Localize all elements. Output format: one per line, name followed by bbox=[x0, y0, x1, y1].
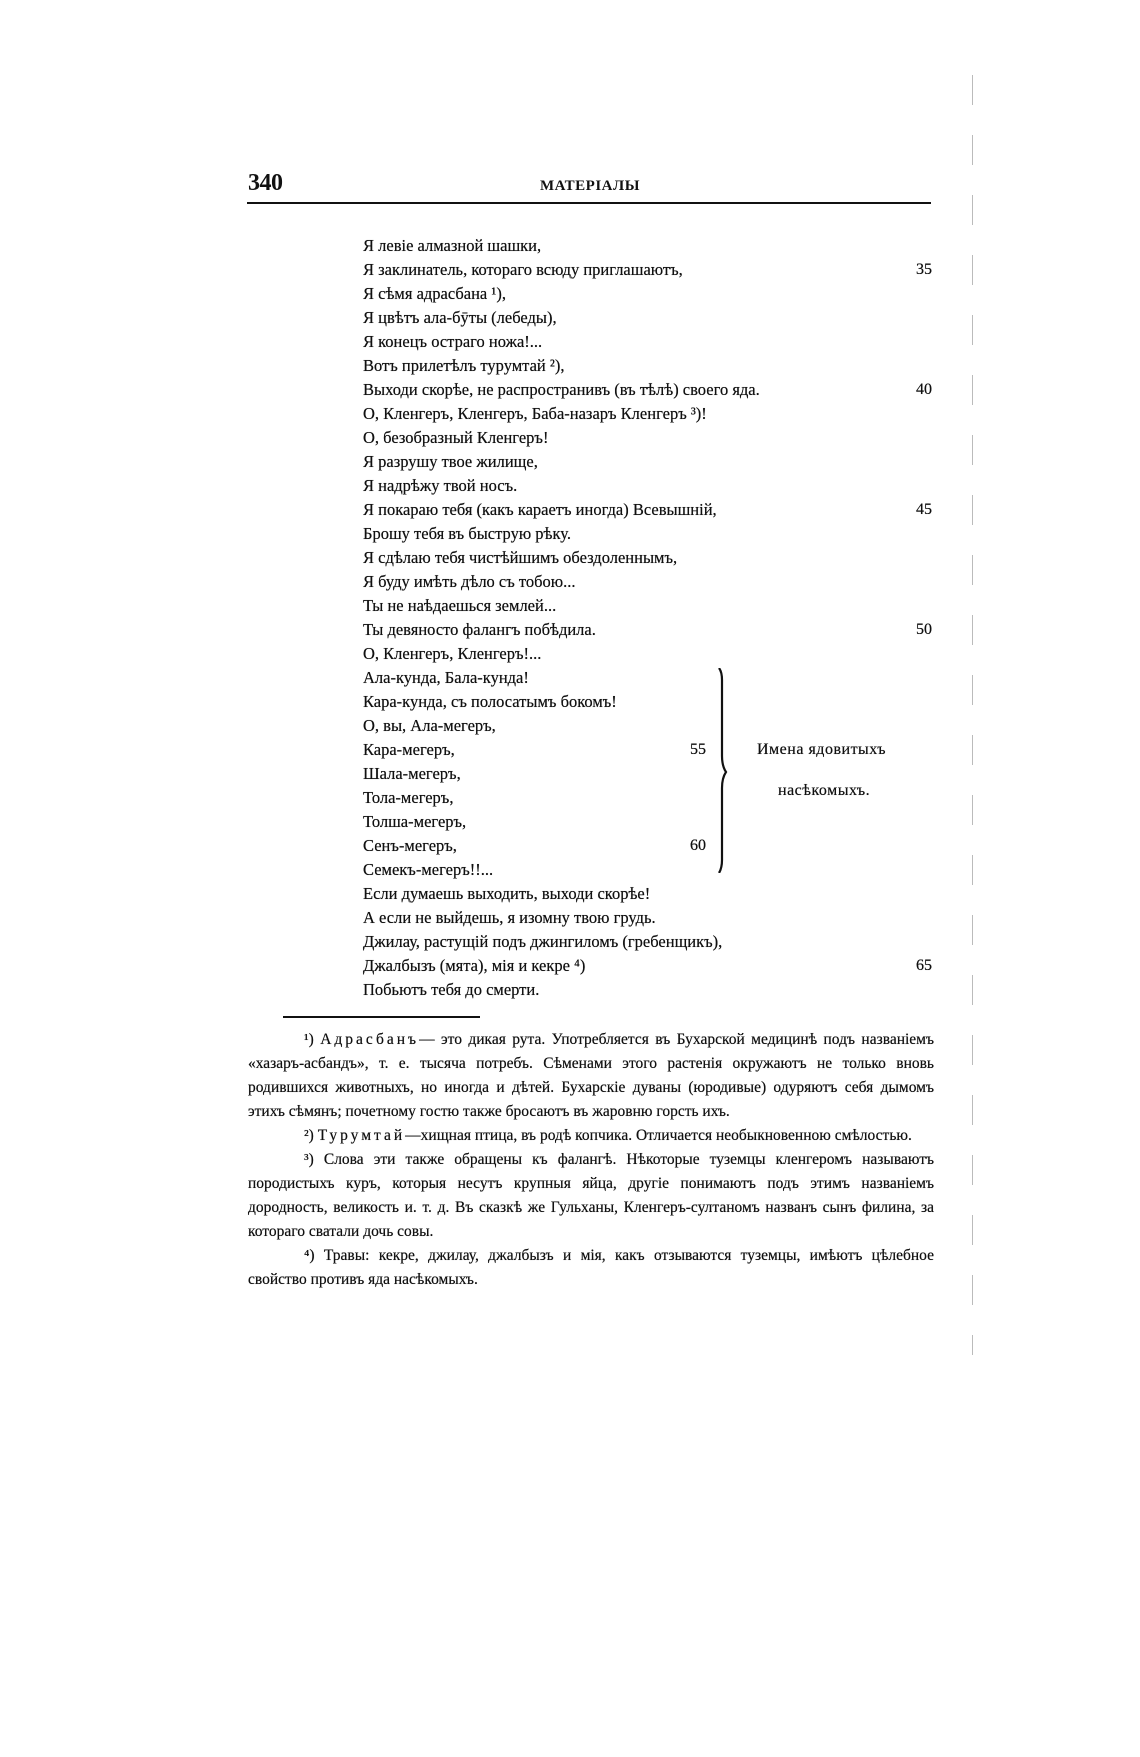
poem-line-text: Я буду имѣть дѣло съ тобою... bbox=[363, 572, 576, 591]
footnote-text: Травы: кекре, джилау, джалбызъ и мія, какъ отзываются туземцы, имѣютъ цѣлебное свойство противъ яда насѣкомыхъ. bbox=[248, 1247, 934, 1288]
poem-line bbox=[363, 594, 943, 618]
poem-line bbox=[363, 882, 943, 906]
poem-line-text: Если думаешь выходить, выходи скорѣе! bbox=[363, 884, 651, 903]
poem-line-text: Побьютъ тебя до смерти. bbox=[363, 980, 540, 999]
poem-line bbox=[363, 258, 943, 282]
poem-line bbox=[363, 354, 943, 378]
poem-line-text: Ты не наѣдаешься землей... bbox=[363, 596, 557, 615]
poem-line bbox=[363, 930, 943, 954]
poem-line bbox=[363, 666, 943, 690]
poem-line-text: Сенъ-мегеръ, bbox=[363, 836, 457, 855]
footnote-text: — это дикая рута. Употребляется въ Бухарской медицинѣ подъ названіемъ «хазаръ-асбандъ», т. е. тысяча потребъ. Сѣменами этого растенія окружаютъ не только вновь родившихся животныхъ, но иногда и дѣтей. Бухарскіе дуваны (юродивые) одуряютъ себя дымомъ этихъ сѣмянъ; почетному гостю также бросаютъ въ жаровню горсть ихъ. bbox=[248, 1031, 934, 1120]
poem-line-text: О, вы, Ала-мегеръ, bbox=[363, 716, 496, 735]
poem-line-text: Джалбызъ (мята), мія и кекре ⁴) bbox=[363, 956, 586, 975]
poem-line bbox=[363, 498, 943, 522]
poem-line bbox=[363, 690, 943, 714]
poem-line-text: Я цвѣтъ ала-бӯты (лебеды), bbox=[363, 308, 557, 327]
poem-line bbox=[363, 954, 943, 978]
footnote-4 bbox=[248, 1244, 934, 1292]
line-number: 40 bbox=[916, 381, 932, 398]
line-number: 60 bbox=[690, 837, 706, 854]
poem-line bbox=[363, 426, 943, 450]
poem-line bbox=[363, 906, 943, 930]
header-rule bbox=[247, 202, 931, 204]
poem-line-text: Я заклинатель, котораго всюду приглашаютъ, bbox=[363, 260, 683, 279]
footnote-rule bbox=[283, 1016, 480, 1018]
footnote-2 bbox=[248, 1124, 934, 1148]
poem-line bbox=[363, 378, 943, 402]
poem-line-text: Ты девяносто фалангъ побѣдила. bbox=[363, 620, 596, 639]
poem-line-text: Вотъ прилетѣлъ турумтай ²), bbox=[363, 356, 565, 375]
poem-line-text: Ала-кунда, Бала-кунда! bbox=[363, 668, 529, 687]
footnote-mark: ³) bbox=[304, 1151, 314, 1168]
curly-brace bbox=[716, 668, 728, 873]
poem bbox=[363, 234, 943, 1002]
poem-line-text: Я сдѣлаю тебя чистѣйшимъ обездоленнымъ, bbox=[363, 548, 678, 567]
poem-line-text: Семекъ-мегеръ!!... bbox=[363, 860, 494, 879]
poem-line-text: Я конецъ остраго ножа!... bbox=[363, 332, 543, 351]
poem-line bbox=[363, 282, 943, 306]
line-number: 55 bbox=[690, 741, 706, 758]
poem-line-text: О, безобразный Кленгеръ! bbox=[363, 428, 549, 447]
footnote-term: Турумтай bbox=[317, 1127, 406, 1144]
poem-line-text: Выходи скорѣе, не распространивъ (въ тѣлѣ) своего яда. bbox=[363, 380, 760, 399]
poem-line-text: Кара-мегеръ, bbox=[363, 740, 455, 759]
poem-line-text: О, Кленгеръ, Кленгеръ, Баба-назаръ Кленгеръ ³)! bbox=[363, 404, 707, 423]
poem-line bbox=[363, 834, 943, 858]
poem-line-text: Шала-мегеръ, bbox=[363, 764, 461, 783]
poem-line-text: Я покараю тебя (какъ караетъ иногда) Всевышній, bbox=[363, 500, 717, 519]
poem-line bbox=[363, 858, 943, 882]
poem-line bbox=[363, 642, 943, 666]
footnotes bbox=[248, 1028, 934, 1292]
page-number: 340 bbox=[248, 170, 283, 196]
footnote-term: Адрасбанъ bbox=[320, 1031, 420, 1048]
footnote-mark: ²) bbox=[304, 1127, 314, 1144]
running-title: МАТЕРІАЛЫ bbox=[540, 178, 640, 194]
poem-line bbox=[363, 714, 943, 738]
poem-line-text: Я левіе алмазной шашки, bbox=[363, 236, 542, 255]
footnote-mark: ¹) bbox=[304, 1031, 314, 1048]
poem-line bbox=[363, 522, 943, 546]
footnote-text: Слова эти также обращены къ фалангѣ. Нѣкоторые туземцы кленгеромъ называютъ породистыхъ куръ, которыя несутъ крупныя яйца, другіе понимаютъ подъ этимъ названіемъ дородность, великость и. т. д. Въ сказкѣ же Гульханы, Кленгеръ-султаномъ названъ сынъ филина, за котораго сватали дочь совы. bbox=[248, 1151, 934, 1240]
line-number: 35 bbox=[916, 261, 932, 278]
poem-line-text: Я надрѣжу твой носъ. bbox=[363, 476, 518, 495]
line-number: 45 bbox=[916, 501, 932, 518]
poem-line bbox=[363, 474, 943, 498]
line-number: 65 bbox=[916, 957, 932, 974]
poem-line-text: Брошу тебя въ быструю рѣку. bbox=[363, 524, 571, 543]
poem-line bbox=[363, 618, 943, 642]
brace-label-line2: насѣкомыхъ. bbox=[778, 782, 871, 799]
brace-label-line1: Имена ядовитыхъ bbox=[757, 741, 886, 758]
poem-line bbox=[363, 810, 943, 834]
poem-line bbox=[363, 978, 943, 1002]
poem-line bbox=[363, 330, 943, 354]
footnote-3 bbox=[248, 1148, 934, 1244]
poem-line-text: Я разрушу твое жилище, bbox=[363, 452, 538, 471]
line-number: 50 bbox=[916, 621, 932, 638]
poem-line bbox=[363, 546, 943, 570]
poem-line-text: Толша-мегеръ, bbox=[363, 812, 467, 831]
poem-line bbox=[363, 402, 943, 426]
scan-edge-mark bbox=[972, 75, 973, 1355]
footnote-mark: ⁴) bbox=[304, 1247, 315, 1264]
poem-line bbox=[363, 306, 943, 330]
poem-line-text: Я сѣмя адрасбана ¹), bbox=[363, 284, 506, 303]
poem-line bbox=[363, 450, 943, 474]
poem-line-text: Тола-мегеръ, bbox=[363, 788, 454, 807]
poem-line bbox=[363, 234, 943, 258]
poem-line bbox=[363, 570, 943, 594]
poem-line-text: Джилау, растущій подъ джингиломъ (гребенщикъ), bbox=[363, 932, 723, 951]
footnote-text: —хищная птица, въ родѣ копчика. Отличается необыкновенною смѣлостью. bbox=[405, 1127, 912, 1144]
poem-line-text: А если не выйдешь, я изомну твою грудь. bbox=[363, 908, 656, 927]
footnote-1 bbox=[248, 1028, 934, 1124]
poem-line-text: Кара-кунда, съ полосатымъ бокомъ! bbox=[363, 692, 617, 711]
poem-line-text: О, Кленгеръ, Кленгеръ!... bbox=[363, 644, 542, 663]
